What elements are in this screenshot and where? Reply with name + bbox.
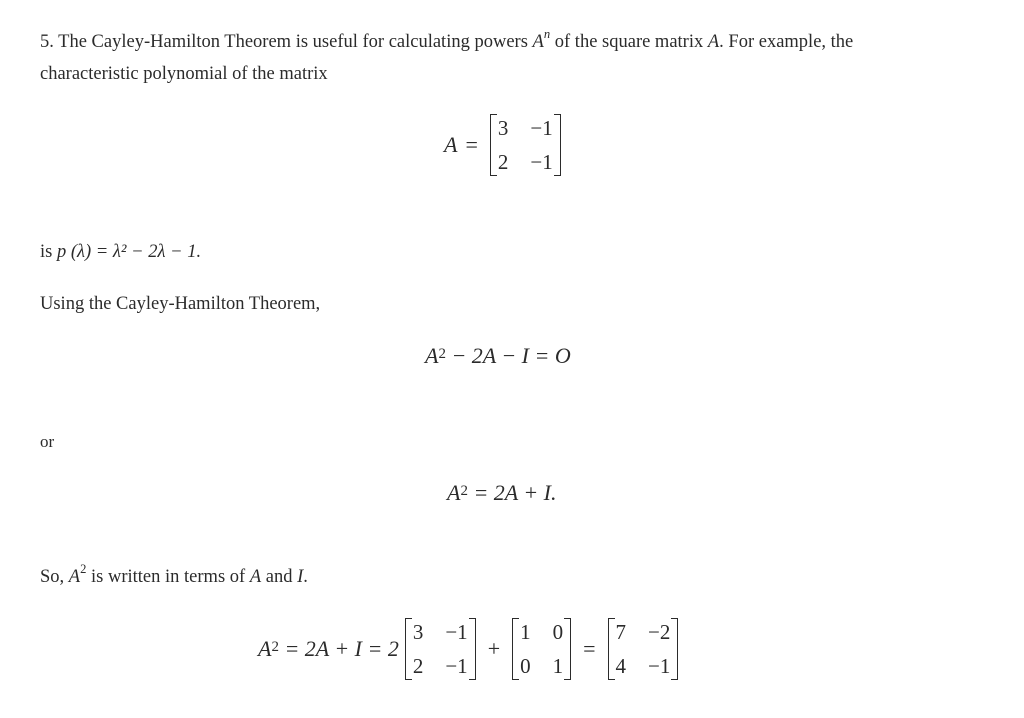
matrix-a-repeat: 3 −1 2 −1 bbox=[405, 620, 476, 678]
conclusion-text: So, $A^2$ is written in terms of A and I. bbox=[40, 561, 308, 587]
problem-intro-line-1: 5. The Cayley-Hamilton Theorem is useful for calculating powers $A^n$ of the square matrix A. For example, the bbox=[40, 26, 854, 52]
a-squared-equation: A $^2$ = 2A + I. bbox=[447, 480, 557, 505]
characteristic-polynomial: is p (λ) = λ² − 2λ − 1. bbox=[40, 242, 202, 262]
using-theorem-text: Using the Cayley-Hamilton Theorem, bbox=[40, 294, 321, 314]
matrix-a: 3 −1 2 −1 bbox=[490, 116, 561, 174]
result-matrix: 7 −2 4 −1 bbox=[608, 620, 679, 678]
cayley-hamilton-equation: A $^2$ − 2A − I = O bbox=[425, 343, 571, 368]
identity-matrix: 1 0 0 1 bbox=[512, 620, 571, 678]
problem-number: 5. bbox=[40, 32, 54, 52]
problem-intro-line-2: characteristic polynomial of the matrix bbox=[40, 64, 328, 84]
final-computation: A $^2$ = 2A + I = 2 3 −1 2 −1 + 1 0 0 1 = 7 −2 4 −1 bbox=[258, 620, 682, 678]
or-text: or bbox=[40, 432, 55, 451]
matrix-a-definition: A = 3 −1 2 −1 bbox=[444, 116, 565, 174]
